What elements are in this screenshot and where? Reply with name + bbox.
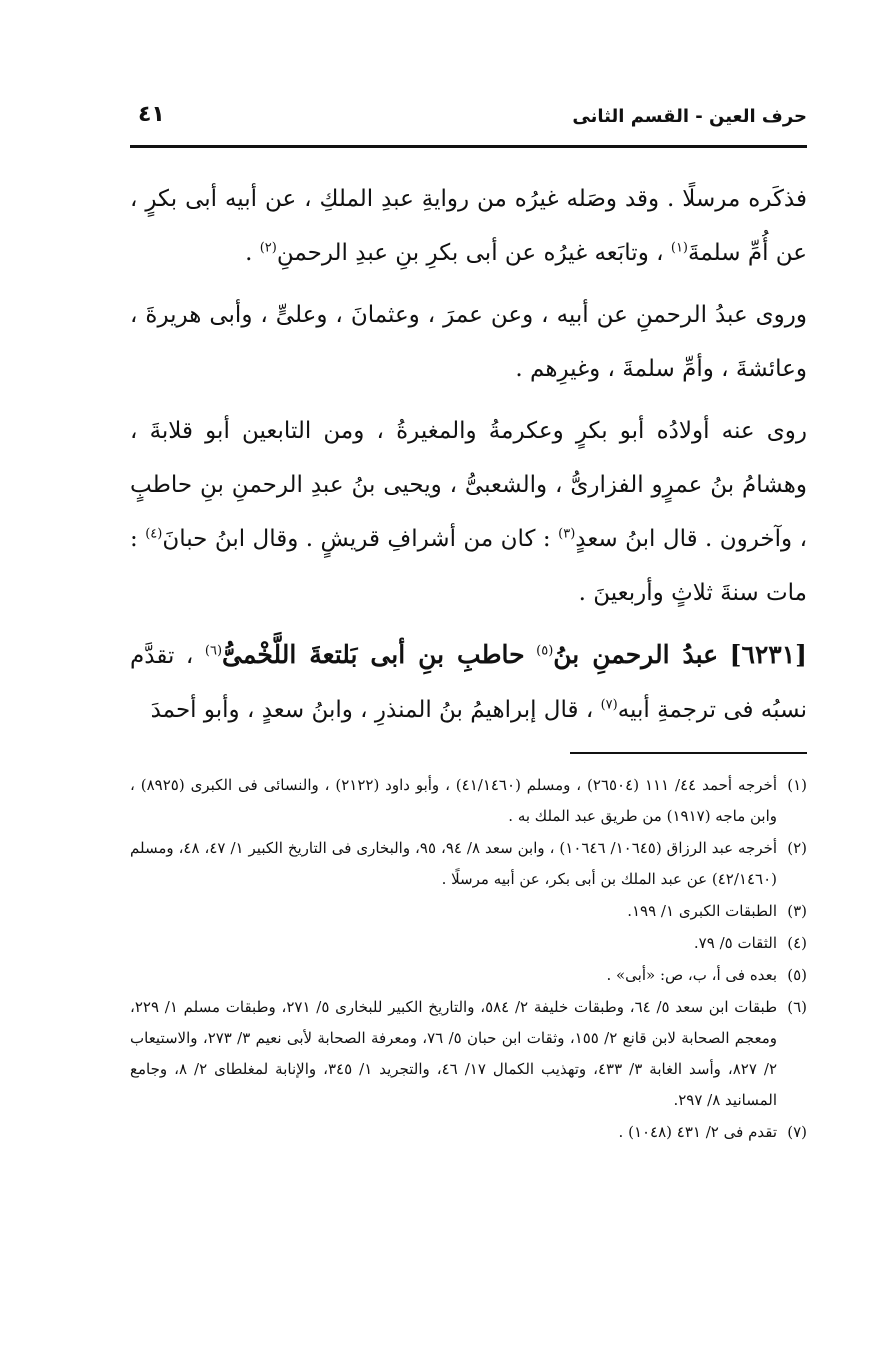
paragraph-1 <box>130 172 807 280</box>
footnote-number: (٧) <box>787 1123 807 1141</box>
paragraph-4-entry <box>130 628 807 737</box>
footnote-ref: (٢) <box>259 240 277 256</box>
footnote-ref: (١) <box>670 240 688 256</box>
main-text <box>130 172 807 745</box>
footnote-item <box>130 928 807 959</box>
paragraph-text: : مات سنةَ ثلاثٍ وأربعينَ . <box>130 526 807 606</box>
running-header <box>130 100 807 140</box>
footnote-item <box>130 833 807 895</box>
footnote-number: (٣) <box>787 902 807 920</box>
paragraph-text: . <box>245 240 253 266</box>
footnote-number: (٥) <box>787 966 807 984</box>
entry-name: حاطبِ بنِ أبى بَلتعةَ اللَّخْمىُّ <box>222 640 525 669</box>
footnote-ref: (٧) <box>600 697 618 713</box>
footnote-text: الطبقات الكبرى ١/ ١٩٩. <box>627 902 777 920</box>
footnote-number: (١) <box>787 776 807 794</box>
footnote-ref: (٦) <box>204 643 223 659</box>
footnote-number: (٢) <box>787 839 807 857</box>
footnote-item <box>130 960 807 991</box>
footnote-ref: (٥) <box>536 643 554 659</box>
paragraph-text: روى عنه أولادُه أبو بكرٍ وعكرمةُ والمغيرةُ ، ومن التابعين أبو قلابةَ ، وهشامُ بنُ عمرٍو الفزارىُّ ، والشعبىُّ ، ويحيى بنُ عبدِ الرحمنِ بنِ حاطبٍ ، وآخرون . قال ابنُ سعدٍ <box>130 418 808 552</box>
footnote-separator <box>570 752 807 754</box>
paragraph-2 <box>130 288 807 396</box>
paragraph-3 <box>130 404 807 620</box>
footnote-ref: (٣) <box>558 526 576 542</box>
footnote-text: طبقات ابن سعد ٥/ ٦٤، وطبقات خليفة ٢/ ٥٨٤، والتاريخ الكبير للبخارى ٥/ ٢٧١، وطبقات مسلم ١/ ٢٢٩، ومعجم الصحابة لابن قانع ٢/ ١٥٥، وثقات ابن حبان ٥/ ٧٦، ومعرفة الصحابة لأبى نعيم ٣/ ٢٧٣، والاستيعاب ٢/ ٨٢٧، وأسد الغابة ٣/ ٤٣٣، وتهذيب الكمال ١٧/ ٤٦، والتجريد ١/ ٣٤٥، والإنابة لمغلطاى ٢/ ٨، وجامع المسانيد ٨/ ٢٩٧. <box>130 998 778 1109</box>
paragraph-text: ، تقدَّم نسبُه فى ترجمةِ أبيه <box>130 643 807 723</box>
footnote-text: أخرجه أحمد ٤٤/ ١١١ (٢٦٥٠٤) ، ومسلم (٤١/١٤٦٠) ، وأبو داود (٢١٢٢) ، والنسائى فى الكبرى (٨٩٢٥) ، وابن ماجه (١٩١٧) من طريق عبد الملك به . <box>130 776 777 825</box>
footnote-text: تقدم فى ٢/ ٤٣١ (١٠٤٨) . <box>618 1123 777 1141</box>
footnote-text: أخرجه عبد الرزاق (١٠٦٤٥/ ١٠٦٤٦) ، وابن سعد ٨/ ٩٤، ٩٥، والبخارى فى التاريخ الكبير ١/ ٤٧، ٤٨، ومسلم (٤٢/١٤٦٠) عن عبد الملك بن أبى بكر، عن أبيه مرسلًا . <box>130 839 778 888</box>
footnote-ref: (٤) <box>145 526 163 542</box>
footnotes <box>130 770 807 1149</box>
footnote-text: الثقات ٥/ ٧٩. <box>693 934 777 952</box>
footnote-number: (٤) <box>787 934 807 952</box>
paragraph-text: ، وتابَعه غيرُه عن أبى بكرِ بنِ عبدِ الرحمنِ <box>276 240 664 266</box>
paragraph-text: وروى عبدُ الرحمنِ عن أبيه ، وعن عمرَ ، وعثمانَ ، وعلىٍّ ، وأبى هريرةَ ، وعائشةَ ، وأمِّ سلمةَ ، وغيرِهم . <box>130 302 807 382</box>
header-rule <box>130 145 807 148</box>
footnote-text: بعده فى أ، ب، ص: «أبى» . <box>606 966 777 984</box>
footnote-item <box>130 1117 807 1148</box>
header-title: حرف العين - القسم الثانى <box>572 106 807 127</box>
paragraph-text: فذكَره مرسلًا . وقد وصَله غيرُه من روايةِ عبدِ الملكِ ، عن أبيه أبى بكرٍ ، عن أُمِّ سلمةَ <box>130 186 807 266</box>
footnote-item <box>130 770 807 832</box>
page-number: ٤١ <box>138 102 165 127</box>
entry-name: عبدُ الرحمنِ بنُ <box>553 640 719 669</box>
footnote-number: (٦) <box>787 998 807 1016</box>
paragraph-text: ، قال إبراهيمُ بنُ المنذرِ ، وابنُ سعدٍ ، وأبو أحمدَ <box>150 697 594 723</box>
entry-number: [٦٢٣١] <box>729 640 808 669</box>
footnote-item <box>130 992 807 1116</box>
footnote-item <box>130 896 807 927</box>
paragraph-text: : كان من أشرافِ قريشٍ . وقال ابنُ حبانَ <box>162 526 551 552</box>
